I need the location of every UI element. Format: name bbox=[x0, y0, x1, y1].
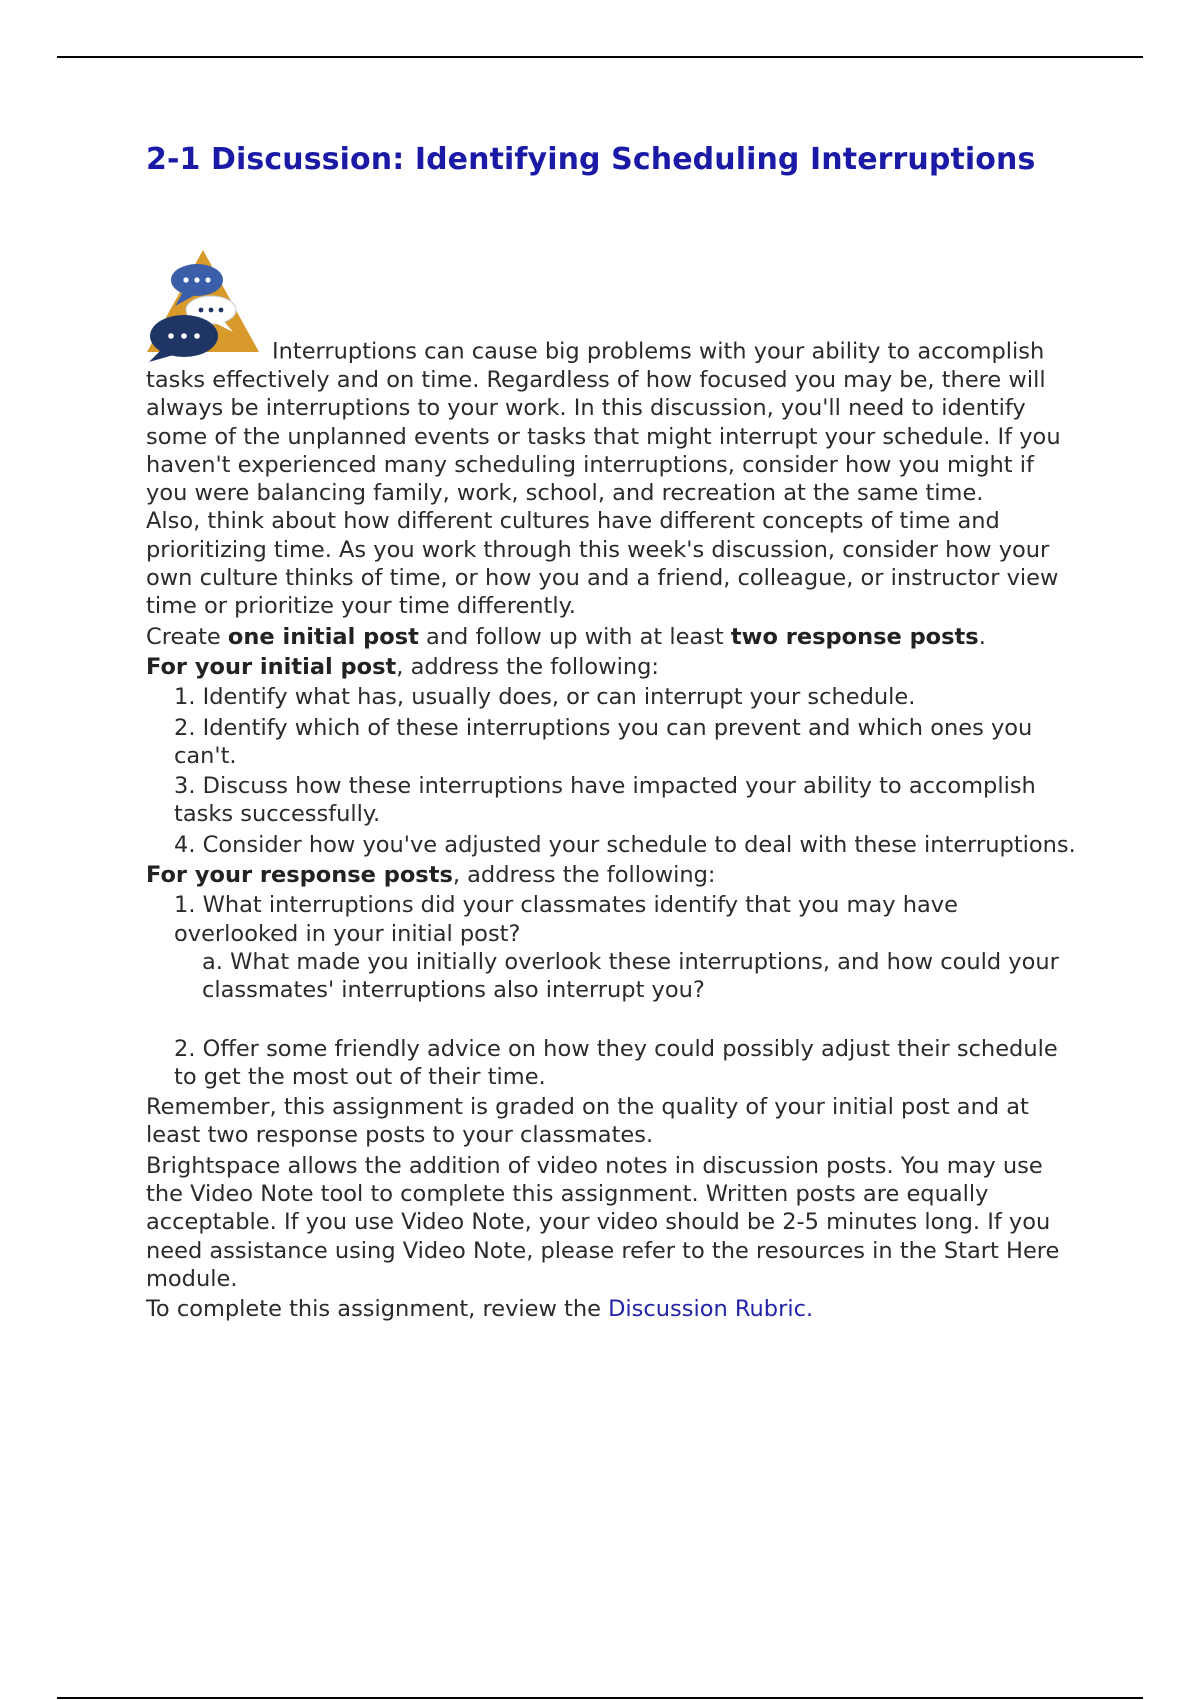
assignment-content bbox=[146, 140, 1076, 1326]
one-initial-post-bold: one initial post bbox=[227, 623, 419, 650]
sublist-item: a. What made you initially overlook these interruptions, and how could your classmates' interruptions also interrupt you? bbox=[202, 948, 1059, 1004]
list-item: 1. Identify what has, usually does, or can interrupt your schedule. bbox=[174, 684, 916, 711]
top-rule bbox=[57, 56, 1143, 58]
initial-post-heading-rest: , address the following: bbox=[396, 653, 659, 680]
response-posts-list bbox=[146, 891, 1076, 1091]
initial-post-heading-bold: For your initial post bbox=[146, 653, 397, 680]
complete-paragraph bbox=[146, 1295, 1076, 1323]
intro-paragraph bbox=[146, 248, 1076, 507]
create-text-2: and follow up with at least bbox=[418, 623, 731, 650]
bottom-rule bbox=[57, 1697, 1143, 1699]
page-title: 2-1 Discussion: Identifying Scheduling Interruptions bbox=[146, 142, 1036, 177]
create-text-3: . bbox=[978, 623, 986, 650]
list-item: 3. Discuss how these interruptions have impacted your ability to accomplish tasks successfully. bbox=[174, 773, 1036, 828]
create-text-1: Create bbox=[146, 623, 228, 650]
initial-post-list bbox=[146, 683, 1076, 859]
discussion-rubric-link[interactable]: Discussion Rubric. bbox=[608, 1296, 814, 1323]
response-posts-heading-bold: For your response posts bbox=[146, 862, 453, 889]
discussion-speech-bubbles-icon bbox=[141, 248, 266, 366]
response-posts-heading-rest: , address the following: bbox=[452, 862, 716, 889]
intro-text: Interruptions can cause big problems with your ability to accomplish tasks effectively and on time. Regardless of how focused you may be, there will always be interruptions to your work. In this discussion, you'll need to identify some of the unplanned events or tasks that might interrupt your schedule. If you haven't experienced many scheduling interruptions, consider how you might if you were balancing family, work, school, and recreation at the same time. bbox=[146, 338, 1061, 507]
list-item: 2. Identify which of these interruptions you can prevent and which ones you can't. bbox=[174, 714, 1033, 769]
response-item-1-text: 1. What interruptions did your classmates identify that you may have overlooked in your initial post? bbox=[174, 892, 958, 947]
initial-post-heading bbox=[146, 653, 1076, 681]
two-response-posts-bold: two response posts bbox=[730, 623, 979, 650]
complete-text: To complete this assignment, review the bbox=[146, 1296, 609, 1323]
remember-paragraph: Remember, this assignment is graded on the quality of your initial post and at least two response posts to your classmates. bbox=[146, 1094, 1029, 1149]
create-posts-paragraph bbox=[146, 623, 1076, 651]
response-posts-heading bbox=[146, 861, 1076, 889]
list-item: 2. Offer some friendly advice on how they could possibly adjust their schedule to get the most out of their time. bbox=[174, 1035, 1058, 1090]
response-sublist bbox=[174, 948, 1076, 1005]
culture-paragraph: Also, think about how different cultures have different concepts of time and prioritizing time. As you work through this week's discussion, consider how your own culture thinks of time, or how you and a friend, colleague, or instructor view time or prioritize your time differently. bbox=[146, 508, 1059, 620]
brightspace-paragraph: Brightspace allows the addition of video notes in discussion posts. You may use the Video Note tool to complete this assignment. Written posts are equally acceptable. If you use Video Note, your video should be 2-5 minutes long. If you need assistance using Video Note, please refer to the resources in the Start Here module. bbox=[146, 1152, 1060, 1292]
list-item: 4. Consider how you've adjusted your schedule to deal with these interruptions. bbox=[174, 831, 1076, 858]
list-item bbox=[146, 891, 1076, 1004]
